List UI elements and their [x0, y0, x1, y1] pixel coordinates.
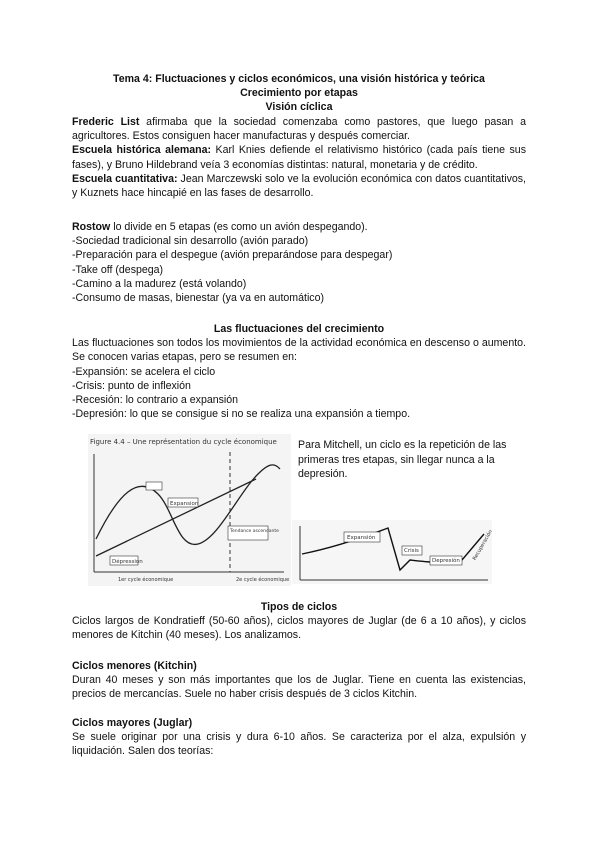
menores-heading: Ciclos menores (Kitchin)	[72, 660, 197, 672]
menores-section	[72, 659, 526, 702]
tipos-heading: Tipos de ciclos	[260, 601, 338, 613]
menores-text: Duran 40 meses y son más importantes que los de Juglar. Tiene en cuenta las existencias, precios de mercancías. Suele no haber crisis después de 3 ciclos Kitchin.	[72, 674, 526, 701]
list-item: -Expansión: se acelera el ciclo	[72, 365, 216, 378]
title-block	[72, 72, 526, 115]
rostow-section	[72, 220, 526, 305]
fluctuaciones-intro: Las fluctuaciones son todos los movimientos de la actividad económica en descenso o aumento. Se conocen varias etapas, pero se resumen en:	[72, 337, 526, 364]
mitchell-figure-svg	[292, 520, 492, 584]
list-item: -Take off (despega)	[72, 263, 164, 276]
label-expansion: Expansión	[347, 535, 376, 541]
mitchell-text: Para Mitchell, un ciclo es la repetición de las primeras tres etapas, sin llegar nunca a la depresión.	[298, 439, 507, 481]
label-crisis: Crisis	[404, 548, 419, 554]
cycle-figure-svg	[88, 434, 291, 586]
list-item: -Sociedad tradicional sin desarrollo (avión parado)	[72, 235, 309, 248]
list-item: -Depresión: lo que se consigue si no se realiza una expansión a tiempo.	[72, 408, 411, 421]
intro-paragraphs	[72, 115, 526, 200]
fluctuaciones-section	[72, 322, 526, 421]
label-tendance: Tendance ascendante	[230, 529, 279, 534]
label-expansion: Expansion	[170, 501, 199, 507]
paragraph-alemana: Escuela histórica alemana: Karl Knies defiende el relativismo histórico (cada país tiene sus fases), y Bruno Hildebrand veía 3 economías distintas: natural, monetaria y de crédito.	[72, 144, 526, 171]
list-item: -Preparación para el despegue (avión preparándose para despegar)	[72, 249, 393, 262]
list-item: -Crisis: punto de inflexión	[72, 379, 191, 392]
term-rostow: Rostow	[72, 221, 111, 233]
list-item: -Consumo de masas, bienestar (ya va en automático)	[72, 292, 325, 305]
rostow-intro: Rostow lo divide en 5 etapas (es como un avión despegando).	[72, 221, 368, 233]
label-depresion: Depresión	[432, 558, 460, 564]
label-box-top	[146, 482, 162, 490]
list-item: -Recesión: lo contrario a expansión	[72, 394, 239, 407]
list-item: -Camino a la madurez (está volando)	[72, 277, 247, 290]
label-cycle-1: 1er cycle économique	[118, 577, 174, 583]
fluctuaciones-heading: Las fluctuaciones del crecimiento	[213, 323, 385, 335]
section-heading: Visión cíclica	[265, 101, 333, 114]
cycle-figure	[88, 434, 291, 586]
mitchell-figure	[292, 520, 492, 584]
label-depression: Dépression	[112, 559, 143, 565]
paragraph-list: Frederic List afirmaba que la sociedad comenzaba como pastores, que luego pasan a agricultores. Estos consiguen hacer manufacturas y después comerciar.	[72, 116, 526, 143]
trend-line	[96, 479, 256, 556]
document-title: Tema 4: Fluctuaciones y ciclos económicos, una visión histórica y teórica	[113, 73, 485, 85]
figure-caption: Figure 4.4 – Une représentation du cycle économique	[90, 438, 277, 446]
paragraph-cuantitativa: Escuela cuantitativa: Jean Marczewski solo ve la evolución económica con datos cuantitativos, y Kuznets hace hincapié en las fases de desarrollo.	[72, 172, 526, 200]
mayores-section	[72, 716, 526, 759]
term-list: Frederic List	[72, 116, 140, 128]
document-subtitle: Crecimiento por etapas	[240, 87, 358, 100]
tipos-section	[72, 600, 526, 643]
term-alemana: Escuela histórica alemana:	[72, 144, 212, 157]
term-cuantitativa: Escuela cuantitativa:	[72, 172, 178, 185]
tipos-text: Ciclos largos de Kondratieff (50-60 años), ciclos mayores de Juglar (de 6 a 10 años), y ciclos menores de Kitchin (40 meses). Los analizamos.	[72, 615, 526, 642]
mayores-text: Se suele originar por una crisis y dura 6-10 años. Se caracteriza por el alza, expulsión y liquidación. Salen dos teorías:	[72, 731, 526, 758]
label-recuperacion: Recuperación	[471, 529, 492, 562]
mayores-heading: Ciclos mayores (Juglar)	[72, 717, 193, 729]
label-cycle-2: 2e cycle économique	[236, 577, 290, 583]
